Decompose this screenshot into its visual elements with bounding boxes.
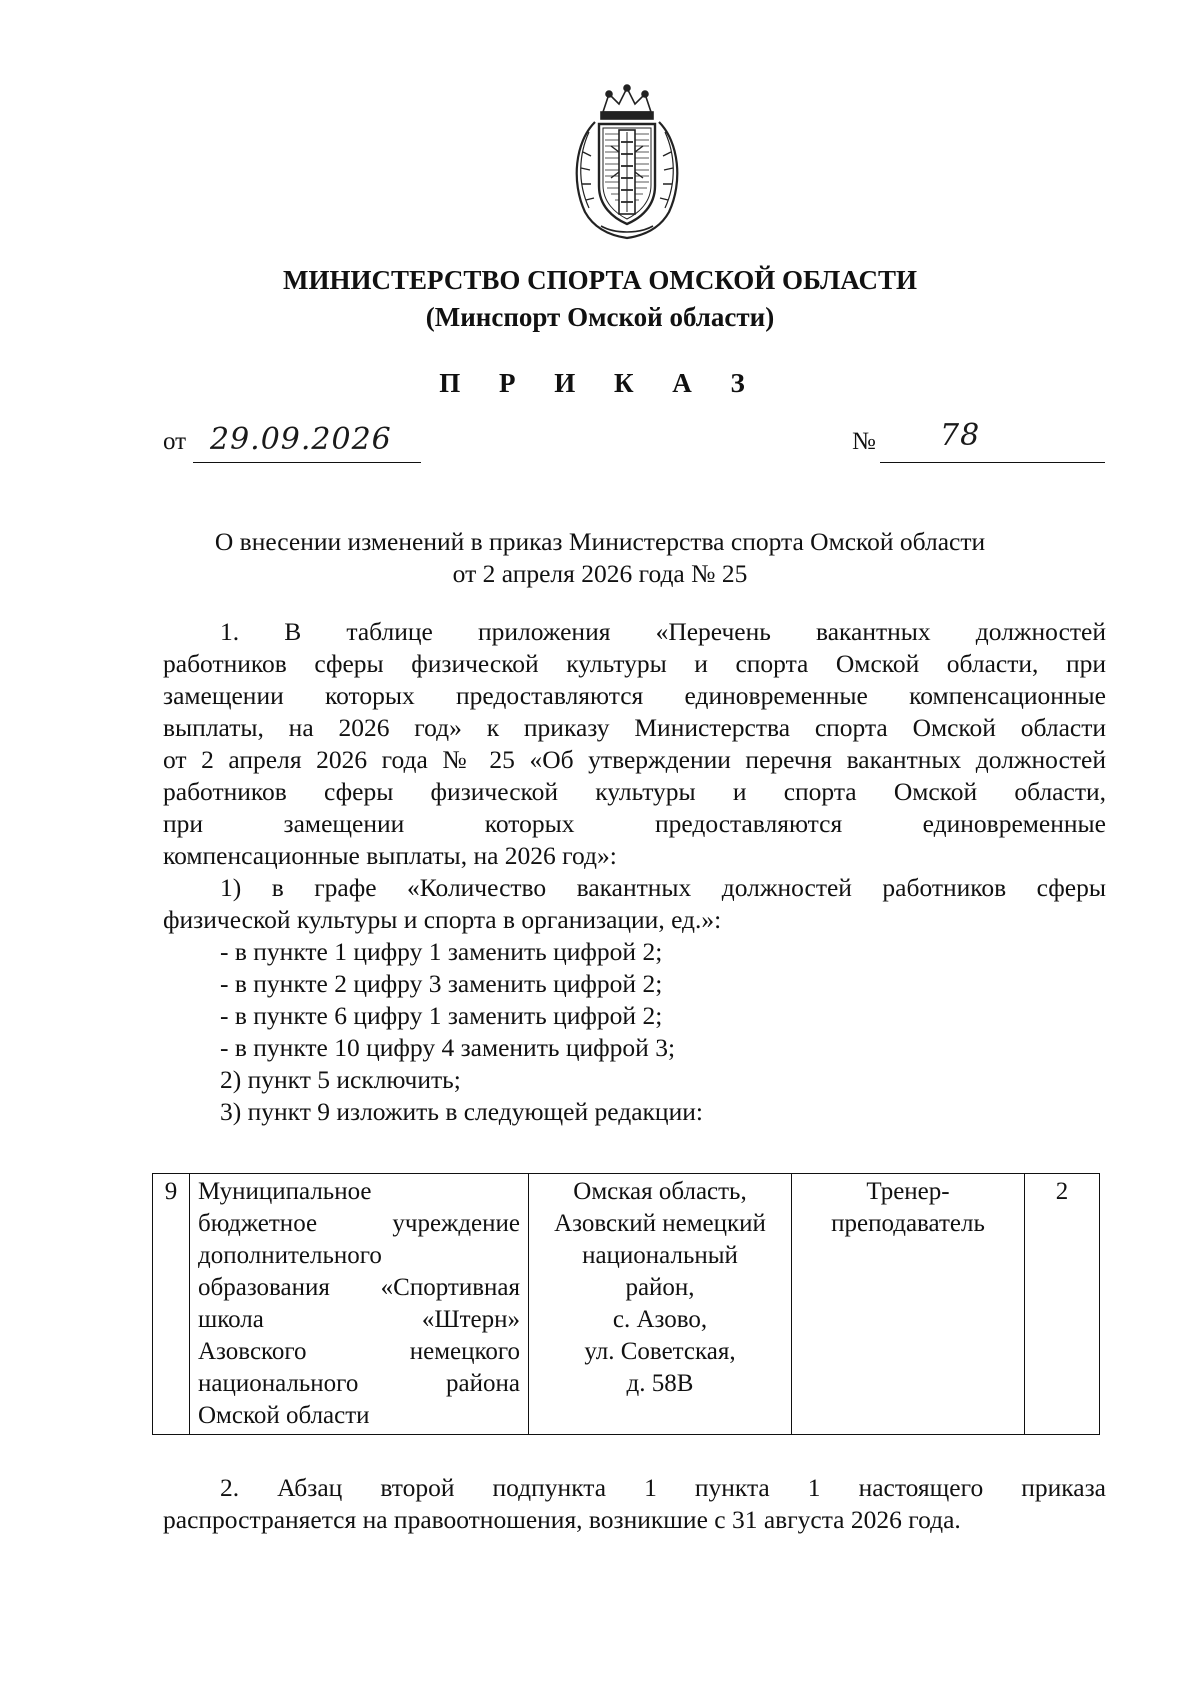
cell-line: преподаватель bbox=[831, 1210, 985, 1237]
subject-line-1: О внесении изменений в приказ Министерства спорта Омской области bbox=[214, 527, 986, 556]
list-item: - в пункте 6 цифру 1 заменить цифрой 2; bbox=[220, 1001, 663, 1030]
paragraph-line: 2. Абзац второй подпункта 1 пункта 1 настоящего приказа bbox=[220, 1473, 1106, 1502]
subitem-line: физической культуры и спорта в организации, ед.»: bbox=[163, 905, 722, 934]
paragraph-line: выплаты, на 2026 год» к приказу Министерства спорта Омской области bbox=[163, 713, 1106, 742]
paragraph-line: 1. В таблице приложения «Перечень вакантных должностей bbox=[220, 617, 1106, 646]
list-item: 3) пункт 9 изложить в следующей редакции: bbox=[220, 1097, 703, 1126]
cell-line: с. Азово, bbox=[612, 1306, 708, 1333]
paragraph-line: замещении которых предоставляются единовременные компенсационные bbox=[163, 681, 1106, 710]
paragraph-line: работников сферы физической культуры и спорта Омской области, bbox=[163, 777, 1106, 806]
cell-line: бюджетное учреждение bbox=[198, 1210, 520, 1237]
list-item: - в пункте 1 цифру 1 заменить цифрой 2; bbox=[220, 937, 663, 966]
cell-number: 9 bbox=[153, 1174, 190, 1435]
cell-line: Омской области bbox=[198, 1402, 370, 1429]
cell-line: район, bbox=[625, 1274, 695, 1301]
coat-of-arms-emblem bbox=[565, 82, 689, 240]
date-label: от bbox=[163, 428, 187, 455]
date-underline bbox=[193, 462, 421, 463]
number-underline bbox=[880, 462, 1105, 463]
document-type: П Р И К А З bbox=[439, 368, 761, 398]
cell-line: образования «Спортивная bbox=[198, 1274, 520, 1301]
cell-line: Азовский немецкий bbox=[554, 1210, 766, 1237]
paragraph-line: компенсационные выплаты, на 2026 год»: bbox=[163, 841, 617, 870]
cell-address bbox=[529, 1174, 792, 1435]
cell-line: национального района bbox=[198, 1370, 520, 1397]
cell-line: дополнительного bbox=[198, 1242, 382, 1269]
table-row bbox=[153, 1174, 1100, 1435]
ministry-short-name: (Минспорт Омской области) bbox=[425, 302, 775, 332]
paragraph-1 bbox=[163, 616, 1106, 1128]
cell-line: национальный bbox=[582, 1242, 738, 1269]
cell-line: д. 58В bbox=[626, 1370, 694, 1397]
paragraph-line: работников сферы физической культуры и спорта Омской области, при bbox=[163, 649, 1106, 678]
cell-line: Омская область, bbox=[573, 1178, 747, 1205]
replacement-table bbox=[152, 1173, 1100, 1435]
cell-position bbox=[792, 1174, 1025, 1435]
list-item: - в пункте 10 цифру 4 заменить цифрой 3; bbox=[220, 1033, 676, 1062]
list-item: - в пункте 2 цифру 3 заменить цифрой 2; bbox=[220, 969, 663, 998]
number-label: № bbox=[852, 428, 876, 455]
paragraph-line: распространяется на правоотношения, возникшие с 31 августа 2026 года. bbox=[163, 1505, 961, 1534]
cell-line: Азовского немецкого bbox=[198, 1338, 520, 1365]
subitem-line: 1) в графе «Количество вакантных должностей работников сферы bbox=[220, 873, 1106, 902]
subject-line-2: от 2 апреля 2026 года № 25 bbox=[452, 559, 748, 588]
cell-line: Тренер- bbox=[866, 1178, 950, 1205]
cell-line: школа «Штерн» bbox=[198, 1306, 520, 1333]
date-value: 29.09.2026 bbox=[210, 422, 392, 457]
paragraph-line: при замещении которых предоставляются единовременные bbox=[163, 809, 1106, 838]
paragraph-line: от 2 апреля 2026 года № 25 «Об утверждении перечня вакантных должностей bbox=[163, 745, 1106, 774]
cell-line: Муниципальное bbox=[198, 1178, 372, 1205]
cell-organization bbox=[190, 1174, 529, 1435]
list-item: 2) пункт 5 исключить; bbox=[220, 1065, 461, 1094]
cell-line: ул. Советская, bbox=[584, 1338, 736, 1365]
paragraph-2 bbox=[163, 1472, 1106, 1536]
ministry-name: МИНИСТЕРСТВО СПОРТА ОМСКОЙ ОБЛАСТИ bbox=[283, 265, 917, 295]
number-value: 78 bbox=[940, 418, 981, 453]
cell-quantity: 2 bbox=[1025, 1174, 1100, 1435]
